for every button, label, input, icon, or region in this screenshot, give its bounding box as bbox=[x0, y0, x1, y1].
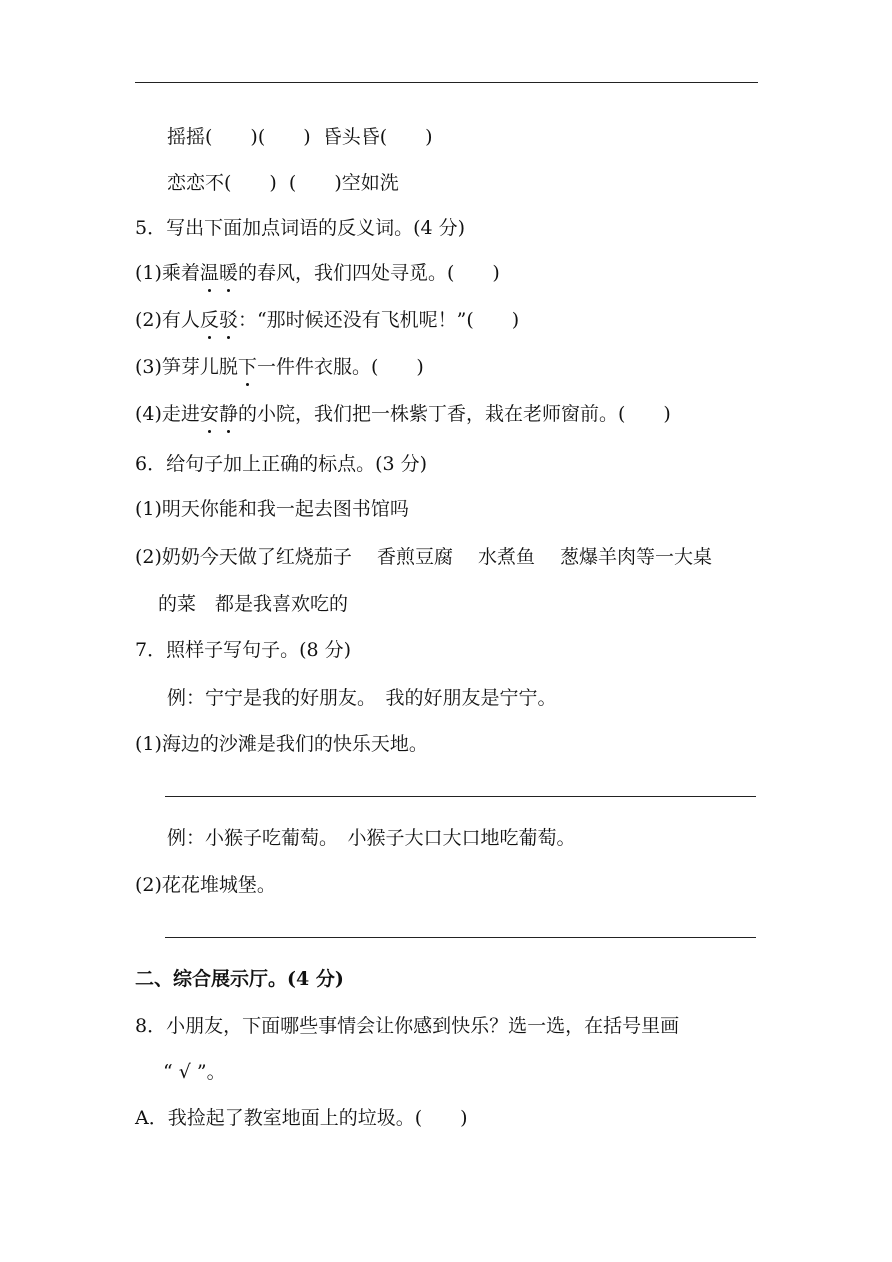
question-7-item-2: (2)花花堆城堡。 bbox=[135, 874, 276, 896]
question-6-item-1: (1)明天你能和我一起去图书馆吗 bbox=[135, 498, 409, 520]
question-8-title-line-2: “ √ ”。 bbox=[163, 1061, 226, 1083]
question-6-title: 6．给句子加上正确的标点。(3 分) bbox=[135, 453, 428, 475]
dotted-char: 暖 bbox=[218, 262, 238, 284]
question-5-item-1: (1)乘着温暖的春风，我们四处寻觅。( ) bbox=[135, 262, 500, 284]
question-5-item-4: (4)走进安静的小院，我们把一株紫丁香，栽在老师窗前。( ) bbox=[135, 403, 671, 425]
question-8-option-a: A．我捡起了教室地面上的垃圾。( ) bbox=[135, 1107, 468, 1129]
dotted-char: 驳 bbox=[218, 309, 238, 331]
idiom-line-2: 恋恋不( ) ( )空如洗 bbox=[167, 172, 399, 194]
question-6-item-2-line-1: (2)奶奶今天做了红烧茄子 香煎豆腐 水煮鱼 葱爆羊肉等一大桌 bbox=[135, 546, 713, 568]
question-8-title-line-1: 8．小朋友，下面哪些事情会让你感到快乐？选一选，在括号里画 bbox=[135, 1015, 680, 1037]
answer-line-1[interactable] bbox=[165, 796, 756, 797]
dotted-char: 静 bbox=[218, 403, 238, 425]
question-7-item-1: (1)海边的沙滩是我们的快乐天地。 bbox=[135, 733, 428, 755]
answer-line-2[interactable] bbox=[165, 937, 756, 938]
question-7-example-2: 例：小猴子吃葡萄。 小猴子大口大口地吃葡萄。 bbox=[167, 827, 576, 849]
question-5-title: 5．写出下面加点词语的反义词。(4 分) bbox=[135, 217, 466, 239]
question-5-item-3: (3)笋芽儿脱下一件件衣服。( ) bbox=[135, 356, 424, 378]
question-7-title: 7．照样子写句子。(8 分) bbox=[135, 639, 352, 661]
idiom-line-1: 摇摇( )( ) 昏头昏( ) bbox=[167, 126, 433, 148]
dotted-char: 下 bbox=[237, 356, 257, 378]
header-rule bbox=[135, 82, 758, 83]
question-7-example-1: 例：宁宁是我的好朋友。 我的好朋友是宁宁。 bbox=[167, 687, 557, 709]
section-2-title: 二、综合展示厅。(4 分) bbox=[135, 968, 344, 990]
question-6-item-2-line-2: 的菜 都是我喜欢吃的 bbox=[158, 593, 349, 615]
question-5-item-2: (2)有人反驳：“那时候还没有飞机呢！”( ) bbox=[135, 309, 520, 331]
dotted-char: 反 bbox=[199, 309, 219, 331]
dotted-char: 温 bbox=[199, 262, 219, 284]
dotted-char: 安 bbox=[199, 403, 219, 425]
